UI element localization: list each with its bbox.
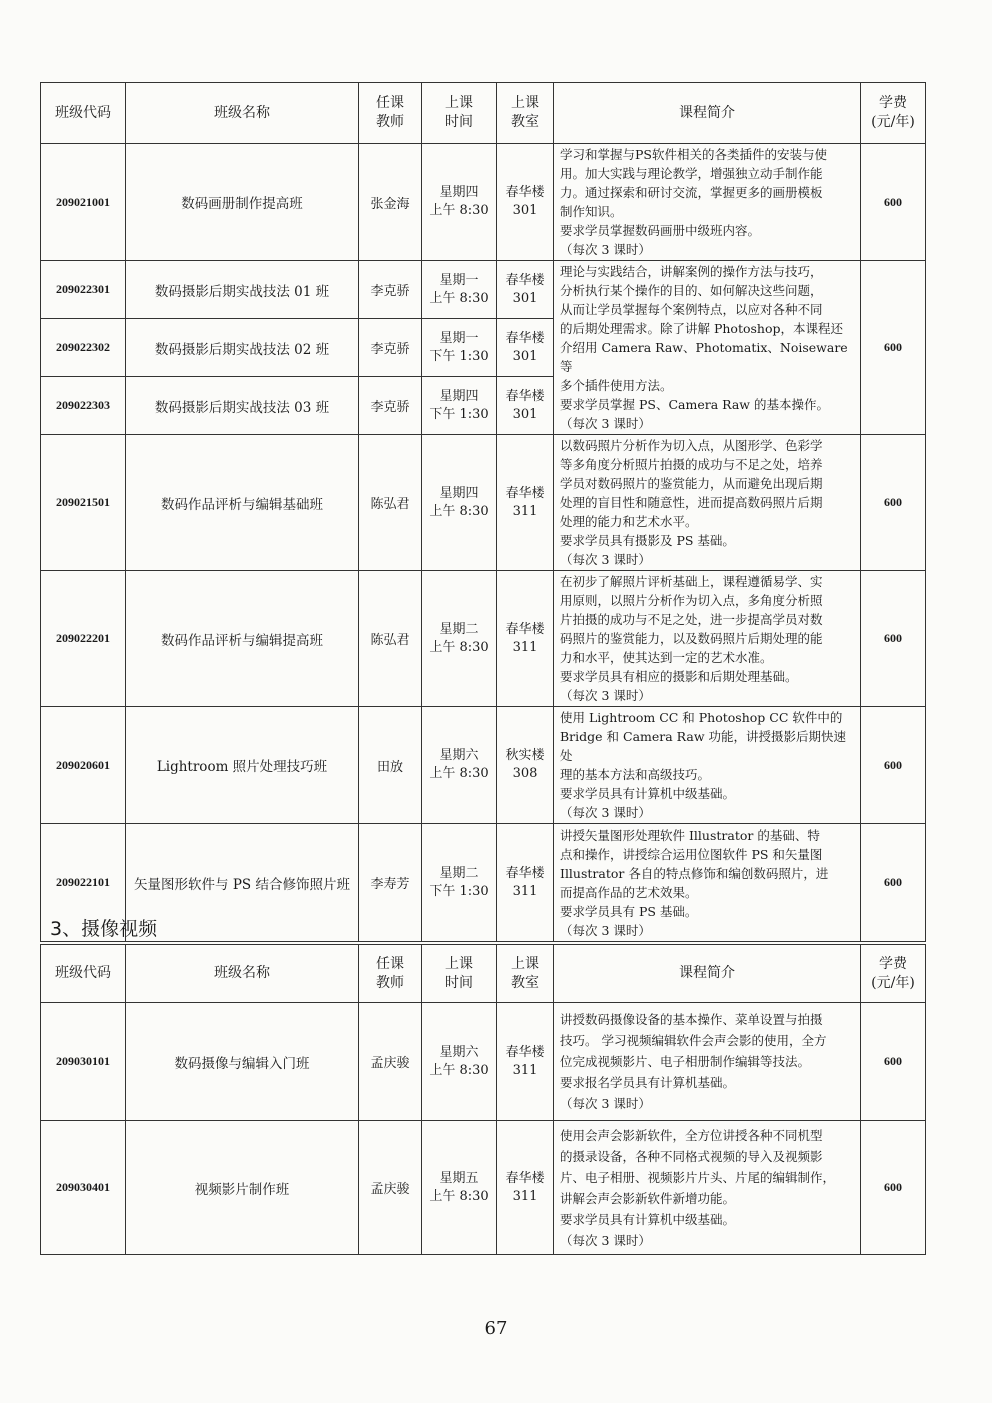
desc-line: 位完成视频影片、电子相册制作编辑等技法。: [560, 1054, 811, 1069]
class-time: 星期五 上午 8:30: [422, 1121, 497, 1255]
header-teacher: 任课 教师: [359, 945, 422, 1003]
desc-line: 要求学员掌握 PS、Camera Raw 的基本操作。: [560, 397, 829, 412]
desc-line: 要求学员掌握数码画册中级班内容。: [560, 223, 761, 238]
desc-line: 要求学员具有 PS 基础。: [560, 903, 698, 919]
desc-line: 力和水平，使其达到一定的艺术水准。: [560, 650, 773, 665]
desc-line: Illustrator 各自的特点修饰和编创数码照片，进: [560, 865, 829, 881]
class-time: 星期一 下午 1:30: [422, 319, 497, 377]
class-time: 星期四 上午 8:30: [422, 144, 497, 261]
desc-line: Bridge 和 Camera Raw 功能，讲授摄影后期快速处: [560, 729, 846, 763]
class-time: 星期四 上午 8:30: [422, 435, 497, 571]
classroom: 春华楼 301: [497, 261, 554, 319]
header-code: 班级代码: [41, 83, 126, 144]
desc-line: 多个插件使用方法。: [560, 378, 673, 393]
desc-line: 分析执行某个操作的目的、如何解决这些问题，: [560, 283, 823, 298]
desc-line: 要求学员具有相应的摄影和后期处理基础。: [560, 669, 798, 684]
class-name: 数码作品评析与编辑提高班: [126, 571, 359, 707]
teacher: 李克骄: [359, 319, 422, 377]
desc-line: 技巧。 学习视频编辑软件会声会影的使用，全方: [560, 1033, 827, 1048]
class-code: 209022302: [41, 319, 126, 377]
teacher: 陈弘君: [359, 435, 422, 571]
class-name: 视频影片制作班: [126, 1121, 359, 1255]
tuition-fee: 600: [861, 435, 926, 571]
desc-line: 处理的盲目性和随意性，进而提高数码照片后期: [560, 495, 823, 510]
desc-line: （每次 3 课时）: [560, 416, 651, 431]
desc-line: 介绍用 Camera Raw、Photomatix、Noiseware 等: [560, 340, 852, 374]
course-description: [554, 1003, 861, 1121]
course-table-video: [40, 944, 926, 1255]
desc-line: 用原则，以照片分析作为切入点，多角度分析照: [560, 593, 823, 608]
class-code: 209030101: [41, 1003, 126, 1121]
teacher: 张金海: [359, 144, 422, 261]
header-time: 上课 时间: [422, 83, 497, 144]
header-code: 班级代码: [41, 945, 126, 1003]
course-description: [554, 261, 861, 435]
course-description: [554, 571, 861, 707]
class-code: 209021001: [41, 144, 126, 261]
class-name: 数码画册制作提高班: [126, 144, 359, 261]
desc-line: 从而让学员掌握每个案例特点，以应对各种不同: [560, 302, 823, 317]
table-header-row: [41, 83, 926, 144]
classroom: 春华楼 311: [497, 571, 554, 707]
teacher: 李寿芳: [359, 824, 422, 942]
desc-line: 码照片的鉴赏能力，以及数码照片后期处理的能: [560, 631, 823, 646]
class-name: 数码摄影后期实战技法 01 班: [126, 261, 359, 319]
desc-line: 等多角度分析照片拍摄的成功与不足之处，培养: [560, 457, 823, 472]
class-code: 209022301: [41, 261, 126, 319]
class-code: 209020601: [41, 707, 126, 824]
desc-line: 处理的能力和艺术水平。: [560, 514, 698, 529]
desc-line: （每次 3 课时）: [560, 805, 651, 820]
classroom: 春华楼 301: [497, 377, 554, 435]
header-room: 上课 教室: [497, 83, 554, 144]
class-time: 星期六 上午 8:30: [422, 707, 497, 824]
class-code: 209022201: [41, 571, 126, 707]
section-title: 3、摄像视频: [50, 918, 158, 940]
desc-line: 在初步了解照片评析基础上，课程遵循易学、实: [560, 574, 823, 589]
table-row: [41, 707, 926, 824]
class-time: 星期二 上午 8:30: [422, 571, 497, 707]
class-name: 数码摄影后期实战技法 02 班: [126, 319, 359, 377]
course-table-photography: [40, 82, 926, 942]
desc-line: （每次 3 课时）: [560, 688, 651, 703]
table-row: [41, 824, 926, 942]
classroom: 春华楼 311: [497, 1121, 554, 1255]
header-name: 班级名称: [126, 945, 359, 1003]
classroom: 春华楼 301: [497, 144, 554, 261]
teacher: 孟庆骏: [359, 1003, 422, 1121]
class-time: 星期六 上午 8:30: [422, 1003, 497, 1121]
desc-line: 要求学员具有摄影及 PS 基础。: [560, 533, 735, 548]
desc-line: 的后期处理需求。除了讲解 Photoshop，本课程还: [560, 321, 844, 336]
class-code: 209022101: [41, 824, 126, 942]
desc-line: 以数码照片分析作为切入点，从图形学、色彩学: [560, 438, 823, 453]
desc-line: 讲授数码摄像设备的基本操作、菜单设置与拍摄: [560, 1012, 823, 1027]
desc-line: 用。加大实践与理论教学，增强独立动手制作能: [560, 166, 823, 181]
desc-line: 使用会声会影新软件，全方位讲授各种不同机型: [560, 1127, 823, 1143]
class-time: 星期一 上午 8:30: [422, 261, 497, 319]
course-description: [554, 707, 861, 824]
course-description: [554, 1121, 861, 1255]
teacher: 李克骄: [359, 377, 422, 435]
desc-line: 要求学员具有计算机中级基础。: [560, 786, 736, 801]
class-code: 209022303: [41, 377, 126, 435]
table-row: [41, 571, 926, 707]
header-time: 上课 时间: [422, 945, 497, 1003]
desc-line: （每次 3 课时）: [560, 242, 651, 257]
header-intro: 课程简介: [554, 83, 861, 144]
desc-line: 点和操作，讲授综合运用位图软件 PS 和矢量图: [560, 846, 823, 862]
table-row: [41, 261, 926, 319]
tuition-fee: 600: [861, 707, 926, 824]
header-teacher: 任课 教师: [359, 83, 422, 144]
classroom: 秋实楼 308: [497, 707, 554, 824]
desc-line: （每次 3 课时）: [560, 1232, 651, 1248]
class-name: 数码作品评析与编辑基础班: [126, 435, 359, 571]
classroom: 春华楼 311: [497, 1003, 554, 1121]
class-name: 数码摄像与编辑入门班: [126, 1003, 359, 1121]
desc-line: 片、电子相册、视频影片片头、片尾的编辑制作，: [560, 1169, 836, 1185]
header-name: 班级名称: [126, 83, 359, 144]
header-fee: 学费 (元/年): [861, 945, 926, 1003]
desc-line: 使用 Lightroom CC 和 Photoshop CC 软件中的: [560, 710, 843, 725]
table-row: [41, 1003, 926, 1121]
page-number: 67: [484, 1318, 508, 1339]
desc-line: 要求报名学员具有计算机基础。: [560, 1075, 736, 1090]
table-row: [41, 144, 926, 261]
class-name: 数码摄影后期实战技法 03 班: [126, 377, 359, 435]
course-description: [554, 824, 861, 942]
course-description: [554, 435, 861, 571]
desc-line: 的摄录设备，各种不同格式视频的导入及视频影: [560, 1148, 823, 1164]
tuition-fee: 600: [861, 261, 926, 435]
teacher: 陈弘君: [359, 571, 422, 707]
desc-line: 学习和掌握与PS软件相关的各类插件的安装与使: [560, 147, 827, 162]
tuition-fee: 600: [861, 1121, 926, 1255]
teacher: 李克骄: [359, 261, 422, 319]
desc-line: 力。通过探索和研讨交流，掌握更多的画册模板: [560, 185, 823, 200]
desc-line: 讲授矢量图形处理软件 Illustrator 的基础、特: [560, 827, 820, 843]
tuition-fee: 600: [861, 571, 926, 707]
class-name: Lightroom 照片处理技巧班: [126, 707, 359, 824]
table-row: [41, 1121, 926, 1255]
class-code: 209021501: [41, 435, 126, 571]
header-intro: 课程简介: [554, 945, 861, 1003]
desc-line: 学员对数码照片的鉴赏能力，从而避免出现后期: [560, 476, 823, 491]
class-name: 矢量图形软件与 PS 结合修饰照片班: [126, 824, 359, 942]
classroom: 春华楼 311: [497, 824, 554, 942]
class-code: 209030401: [41, 1121, 126, 1255]
table-header-row: [41, 945, 926, 1003]
classroom: 春华楼 301: [497, 319, 554, 377]
table-row: [41, 435, 926, 571]
desc-line: （每次 3 课时）: [560, 552, 651, 567]
desc-line: 讲解会声会影新软件新增功能。: [560, 1190, 736, 1206]
tuition-fee: 600: [861, 144, 926, 261]
class-time: 星期二 下午 1:30: [422, 824, 497, 942]
desc-line: （每次 3 课时）: [560, 1096, 651, 1111]
desc-line: （每次 3 课时）: [560, 922, 651, 938]
desc-line: 制作知识。: [560, 204, 623, 219]
tuition-fee: 600: [861, 824, 926, 942]
classroom: 春华楼 311: [497, 435, 554, 571]
course-description: [554, 144, 861, 261]
header-room: 上课 教室: [497, 945, 554, 1003]
desc-line: 而提高作品的艺术效果。: [560, 884, 698, 900]
desc-line: 理的基本方法和高级技巧。: [560, 767, 711, 782]
desc-line: 片拍摄的成功与不足之处，进一步提高学员对数: [560, 612, 823, 627]
class-time: 星期四 下午 1:30: [422, 377, 497, 435]
teacher: 田放: [359, 707, 422, 824]
teacher: 孟庆骏: [359, 1121, 422, 1255]
desc-line: 理论与实践结合，讲解案例的操作方法与技巧，: [560, 264, 823, 279]
header-fee: 学费 (元/年): [861, 83, 926, 144]
desc-line: 要求学员具有计算机中级基础。: [560, 1211, 736, 1227]
tuition-fee: 600: [861, 1003, 926, 1121]
